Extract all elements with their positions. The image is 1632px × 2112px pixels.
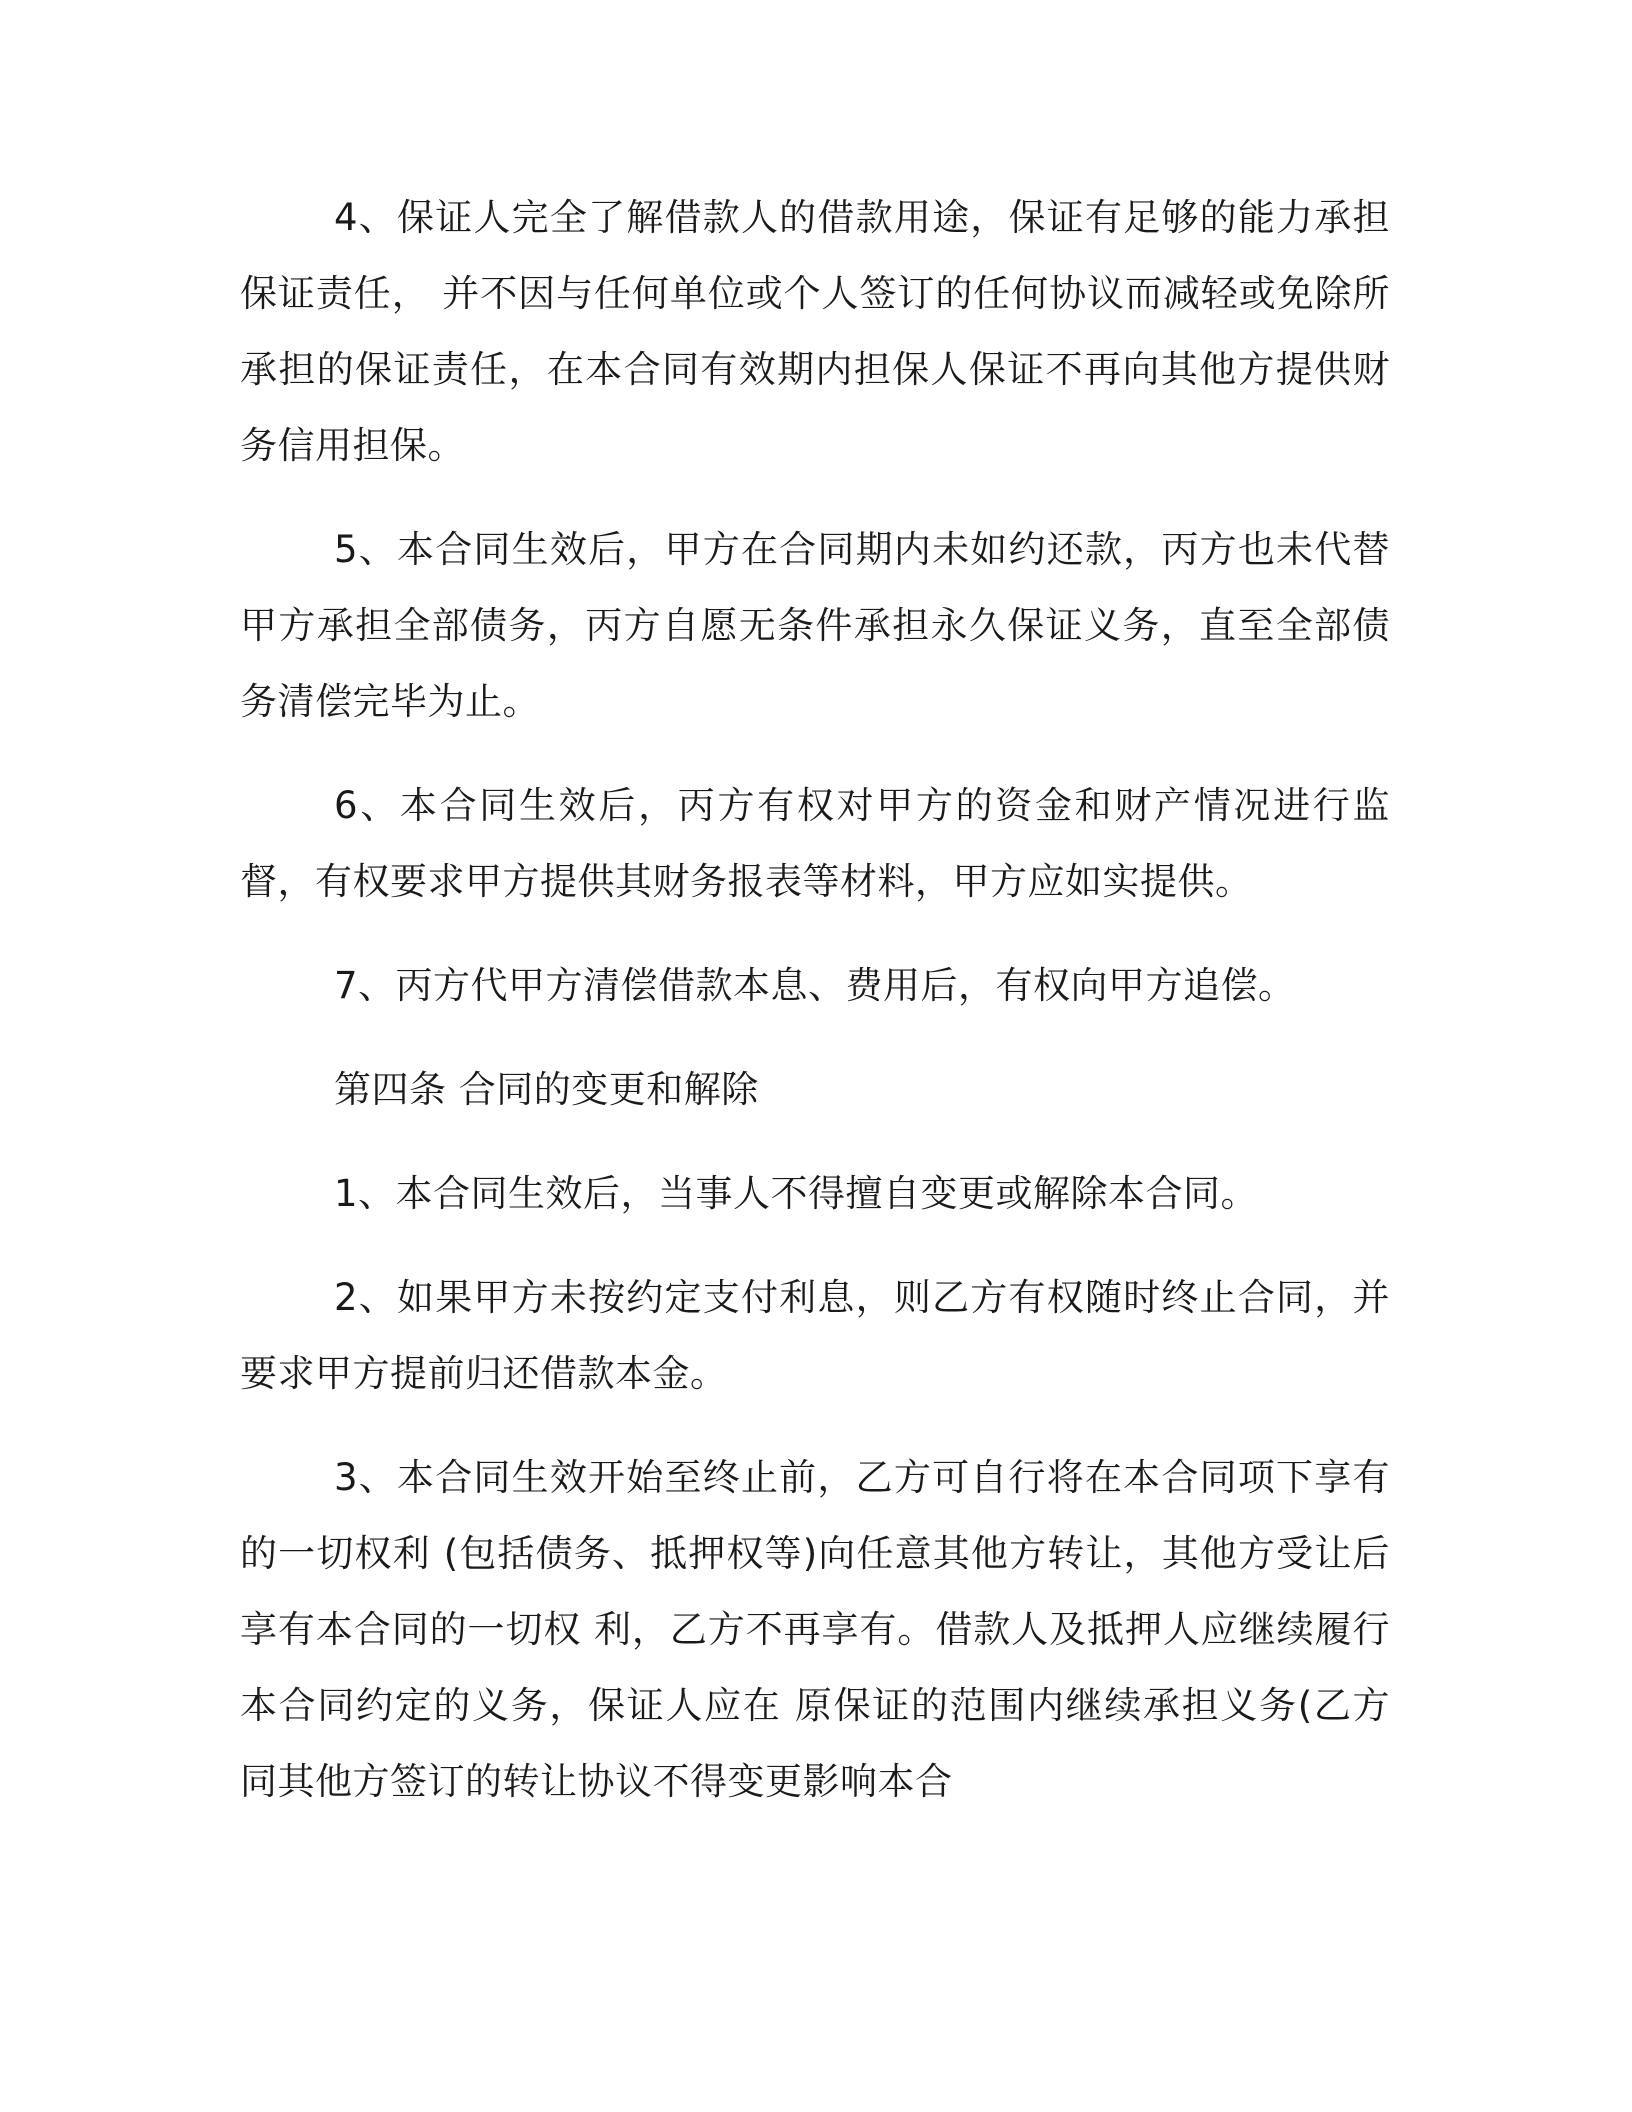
document-body [240,180,1390,1848]
paragraph-guarantor-understanding: 4、保证人完全了解借款人的借款用途，保证有足够的能力承担保证责任， 并不因与任何单位或个人签订的任何协议而减轻或免除所承担的保证责任，在本合同有效期内担保人保证不再向其他方提供财务信用担保。 [240,196,1390,467]
article-four-heading: 第四条 合同的变更和解除 [334,1068,759,1111]
paragraph-permanent-guarantee: 5、本合同生效后，甲方在合同期内未如约还款，丙方也未代替甲方承担全部债务，丙方自愿无条件承担永久保证义务，直至全部债务清偿完毕为止。 [240,528,1390,723]
paragraph-termination-right: 2、如果甲方未按约定支付利息，则乙方有权随时终止合同，并要求甲方提前归还借款本金。 [240,1276,1390,1395]
paragraph-supervision-right: 6、本合同生效后，丙方有权对甲方的资金和财产情况进行监督，有权要求甲方提供其财务报表等材料，甲方应如实提供。 [240,784,1390,903]
paragraph-no-unilateral-change: 1、本合同生效后，当事人不得擅自变更或解除本合同。 [334,1172,1259,1215]
paragraph-recourse-right: 7、丙方代甲方清偿借款本息、费用后，有权向甲方追偿。 [334,964,1296,1007]
paragraph-rights-transfer: 3、本合同生效开始至终止前，乙方可自行将在本合同项下享有的一切权利 (包括债务、抵押权等)向任意其他方转让，其他方受让后享有本合同的一切权 利，乙方不再享有。借款人及抵押人应继续履行本合同约定的义务，保证人应在 原保证的范围内继续承担义务(乙方同其他方签订的转让协议不得变更影响本合 [240,1456,1390,1803]
